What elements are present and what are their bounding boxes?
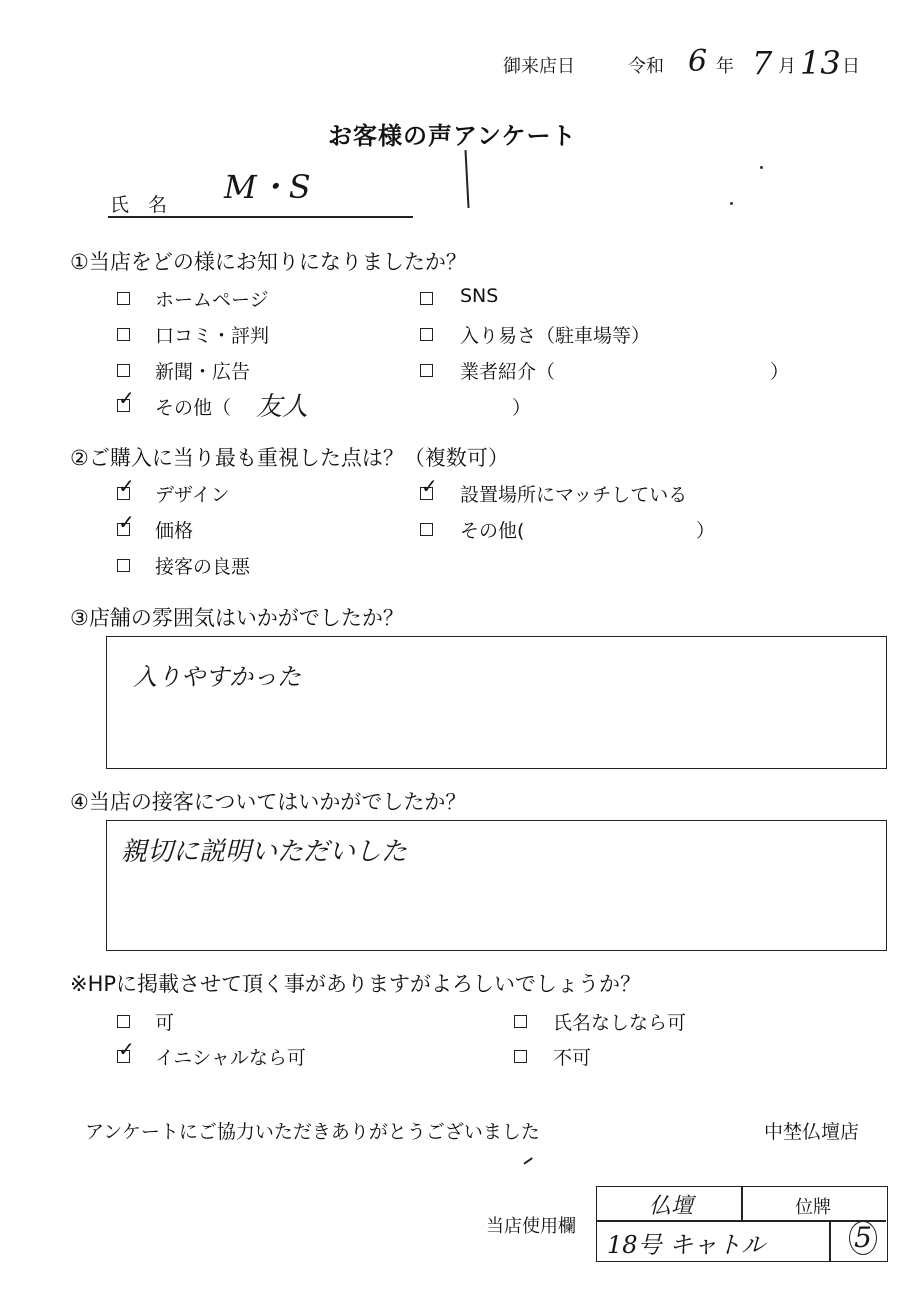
q2-checkbox-design[interactable]: ✓ [118,474,135,498]
q1-checkbox-word-of-mouth[interactable] [117,328,130,341]
q1-option-referral: 業者紹介（ [460,361,556,383]
q1-question: ①当店をどの様にお知りになりましたか？ [70,250,467,274]
thanks-message: アンケートにご協力いただきありがとうございました [85,1121,540,1143]
q1-checkbox-sns[interactable] [420,292,433,305]
q2-checkbox-placement[interactable]: ✓ [421,474,438,498]
q5-checkbox-ok[interactable] [117,1015,130,1028]
butsudan-value: 18号 キャトル [607,1231,766,1259]
stray-stroke [464,150,469,208]
q1-option-newspaper: 新聞・広告 [155,361,251,383]
office-use-label: 当店使用欄 [486,1216,576,1237]
q2-question: ②ご購入に当り最も重視した点は？（複数可） [70,446,509,470]
table-col-divider-body [829,1221,831,1261]
q2-option-placement: 設置場所にマッチしている [460,484,688,506]
q1-option-word-of-mouth: 口コミ・評判 [155,325,270,347]
q2-checkbox-other[interactable] [420,523,433,536]
ihai-value: 5 [849,1221,877,1255]
visit-month: 7 [752,44,773,82]
q5-option-initials: イニシャルなら可 [155,1047,306,1069]
ihai-header: 位牌 [795,1197,831,1218]
q5-checkbox-not-ok[interactable] [514,1050,527,1063]
q1-option-sns: SNS [460,285,499,307]
q5-option-ok: 可 [155,1012,175,1034]
survey-title: お客様の声アンケート [328,122,577,150]
q4-question: ④当店の接客についてはいかがでしたか？ [70,790,467,814]
q2-checkbox-price[interactable]: ✓ [118,510,135,534]
q1-checkbox-easy-access[interactable] [420,328,433,341]
q5-option-no-name: 氏名なしなら可 [553,1012,687,1034]
month-unit: 月 [778,56,796,77]
butsudan-header: 仏壇 [649,1194,694,1219]
q3-answer: 入りやすかった [133,663,301,691]
q1-other-close: ） [512,397,532,419]
name-underline [108,216,413,218]
q1-other-value: 友人 [256,392,309,422]
q5-checkbox-no-name[interactable] [514,1015,527,1028]
day-unit: 日 [842,56,860,77]
q1-referral-close: ） [770,361,790,383]
shop-name: 中埜仏壇店 [764,1121,860,1143]
visit-date-label: 御来店日 [503,56,575,77]
q2-option-design: デザイン [155,484,230,506]
q1-checkbox-referral[interactable] [420,364,433,377]
year-unit: 年 [716,56,734,77]
name-value: M・S [224,168,311,206]
q2-option-service: 接客の良悪 [155,556,251,578]
q4-answer-box[interactable] [106,820,887,951]
table-col-divider-header [741,1187,743,1221]
q1-option-homepage: ホームページ [155,289,269,311]
stray-stroke [523,1157,532,1164]
q2-option-other: その他( [460,520,525,542]
q1-checkbox-other[interactable]: ✓ [118,386,135,410]
visit-day: 13 [800,44,841,82]
q5-checkbox-initials[interactable]: ✓ [118,1037,135,1061]
q2-option-price: 価格 [155,520,194,542]
q3-answer-box[interactable] [106,636,887,769]
q1-option-easy-access: 入り易さ（駐車場等） [460,325,651,347]
name-label: 氏 名 [110,194,168,216]
scan-speck [730,202,733,205]
q3-question: ③店舗の雰囲気はいかがでしたか？ [70,606,404,630]
q5-option-not-ok: 不可 [553,1047,592,1069]
q1-option-other: その他（ [155,397,232,419]
q4-answer: 親切に説明いただいした [121,837,408,867]
scan-speck [760,166,763,169]
visit-year: 6 [688,44,708,79]
q1-checkbox-newspaper[interactable] [117,364,130,377]
q1-checkbox-homepage[interactable] [117,292,130,305]
office-use-table [596,1186,888,1262]
q2-other-close: ） [696,520,716,542]
q5-question: ※HPに掲載させて頂く事がありますがよろしいでしょうか？ [70,972,642,996]
q2-checkbox-service[interactable] [117,559,130,572]
era-label: 令和 [628,56,664,77]
